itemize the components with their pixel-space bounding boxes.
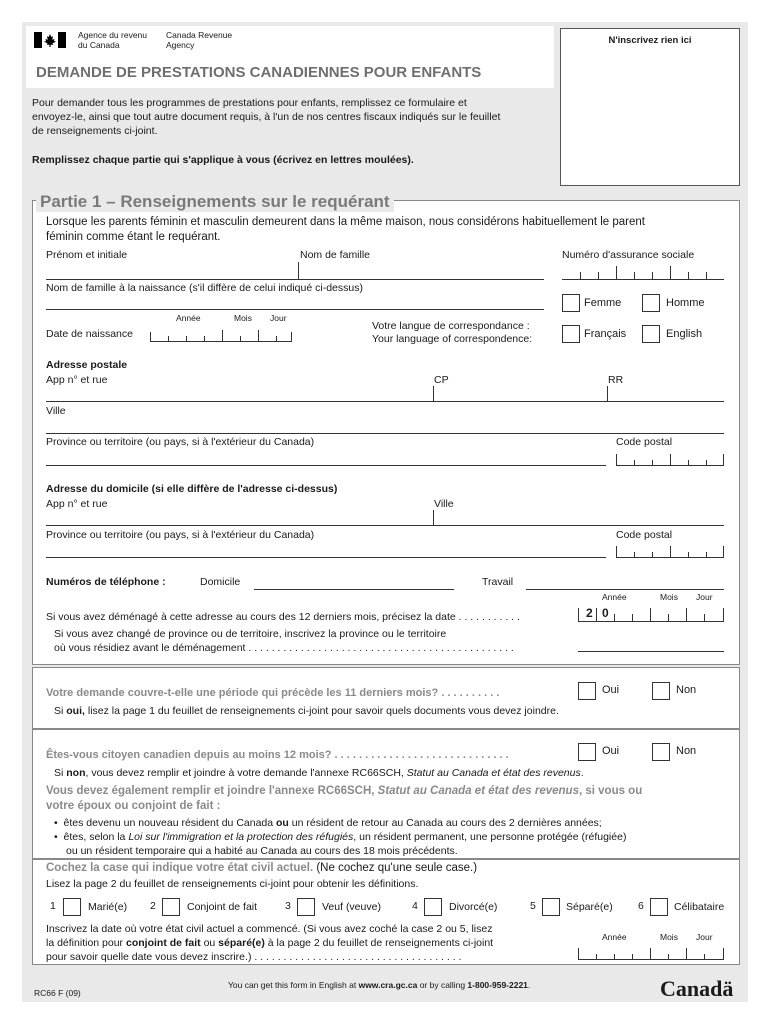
home-phone-label: Domicile (200, 576, 241, 588)
marital-date-instruction: Inscrivez la date où votre état civil actuel a commencé. (Si vous avez coché la case 2 ou 5, lisez la définition pour conjoint de fait ou séparé(e) à la page 2 du feuillet de renseignements ci-joint pour savoir quelle date vous devez inscrire.) . . . . . . . . . . . . . . . . . . . . . . . . . . . . . . . . . . . . (46, 923, 494, 963)
part1-title: Partie 1 – Renseignements sur le requérant (36, 192, 394, 212)
dob-month-label: Mois (234, 313, 252, 323)
common-law-label: Conjoint de fait (187, 901, 258, 913)
common-law-checkbox[interactable] (162, 898, 180, 916)
po-box-label: CP (434, 374, 449, 386)
home-street-field[interactable] (46, 510, 724, 526)
last-name-label: Nom de famille (300, 249, 371, 261)
citizen-no-checkbox[interactable] (652, 743, 670, 761)
part1-intro: Lorsque les parents féminin et masculin demeurent dans la même maison, nous considérons habituellement le parent féminin comme étant le requérant. (46, 216, 645, 243)
bullet-new-resident: • êtes devenu un nouveau résident du Canada ou un résident de retour au Canada au cours des 2 dernières années; (54, 817, 602, 829)
province-label: Province ou territoire (ou pays, si à l'extérieur du Canada) (46, 436, 315, 448)
moved-month-label: Mois (660, 592, 678, 602)
marital-date-field[interactable] (578, 944, 724, 960)
mailing-province-field[interactable] (46, 450, 606, 466)
female-label: Femme (584, 297, 622, 309)
form-code: RC66 F (09) (34, 988, 81, 998)
canada-wordmark: Canadä (660, 976, 734, 1001)
citizen-no-label: Non (676, 745, 697, 757)
marital-option-5[interactable] (530, 900, 536, 912)
english-version-note: You can get this form in English at www.cra.gc.ca or by calling 1-800-959-2221. (228, 980, 531, 990)
mailing-address-heading: Adresse postale (46, 359, 128, 371)
marital-option-number: 6 (638, 900, 644, 912)
citizen-yes-checkbox[interactable] (578, 743, 596, 761)
agency-name-en: Canada Revenue Agency (166, 30, 233, 50)
rc66sch-requirement: Vous devez également remplir et joindre l'annexe RC66SCH, Statut au Canada et état des revenus, si vous ou votre époux ou conjoint de fait : (46, 785, 643, 812)
marital-option-number: 1 (50, 900, 56, 912)
bullet-immigration-status: • êtes, selon la Loi sur l'immigration et la protection des réfugiés, un résident permanent, une personne protégée (réfugiée) (54, 831, 627, 843)
period-no-label: Non (676, 684, 697, 696)
marital-option-number: 5 (530, 900, 536, 912)
cra-website-link[interactable]: www.cra.gc.ca (358, 980, 418, 990)
dob-year-label: Année (176, 313, 201, 323)
first-name-label: Prénom et initiale (46, 249, 128, 261)
citizen-question: Êtes-vous citoyen canadien depuis au moins 12 mois? . . . . . . . . . . . . . . . . . . . . . . . . . . . . . (46, 749, 509, 761)
mailing-postal-code-field[interactable] (616, 450, 724, 466)
male-label: Homme (666, 297, 705, 309)
sin-label: Numéro d'assurance sociale (562, 249, 695, 261)
english-checkbox[interactable] (642, 325, 660, 343)
first-last-name-field[interactable] (46, 262, 544, 280)
widowed-checkbox[interactable] (297, 898, 315, 916)
work-phone-label: Travail (482, 576, 514, 588)
widowed-label: Veuf (veuve) (322, 901, 381, 913)
marital-year-label: Année (602, 932, 627, 942)
home-city-label: Ville (434, 498, 454, 510)
period-no-checkbox[interactable] (652, 682, 670, 700)
intro-text: Pour demander tous les programmes de prestations pour enfants, remplissez ce formulaire et envoyez-le, ainsi que tout autre document requis, à l'un de nos centres fiscaux indiqués sur le feuillet de renseignements ci-joint. (32, 97, 501, 137)
canada-flag-icon (34, 32, 66, 48)
home-address-heading: Adresse du domicile (si elle diffère de l'adresse ci-dessus) (46, 483, 338, 495)
bullet-immigration-continuation: ou un résident temporaire qui a habité au Canada au cours des 18 mois précédents. (66, 845, 458, 857)
work-phone-field[interactable] (526, 574, 724, 590)
changed-province-label: Si vous avez changé de province ou de territoire, inscrivez la province ou le territoire où vous résidiez avant le déménagement . . . . . . . . . . . . . . . . . . . . . . . . . . . . . . . . . . . . . . . . . . . . . . (54, 628, 514, 654)
form-title-bar (26, 58, 554, 88)
marital-option-3[interactable] (285, 900, 291, 912)
period-yes-label: Oui (602, 684, 620, 696)
divorced-label: Divorcé(e) (449, 901, 498, 913)
city-label: Ville (46, 405, 66, 417)
separated-label: Séparé(e) (566, 901, 613, 913)
english-label: English (666, 328, 703, 340)
divorced-checkbox[interactable] (424, 898, 442, 916)
birth-name-label: Nom de famille à la naissance (s'il diffère de celui indiqué ci-dessus) (46, 282, 363, 294)
rr-label: RR (608, 374, 624, 386)
french-label: Français (584, 328, 627, 340)
marital-option-number: 2 (150, 900, 156, 912)
marital-option-number: 4 (412, 900, 418, 912)
birth-name-field[interactable] (46, 294, 544, 310)
sin-field[interactable] (562, 262, 724, 280)
marital-option-number: 3 (285, 900, 291, 912)
marital-day-label: Jour (696, 932, 713, 942)
home-apt-street-label: App n° et rue (46, 498, 108, 510)
home-phone-field[interactable] (254, 574, 454, 590)
marital-option-6[interactable] (638, 900, 644, 912)
moved-day-label: Jour (696, 592, 713, 602)
home-postal-code-field[interactable] (616, 542, 724, 558)
separated-checkbox[interactable] (542, 898, 560, 916)
dob-field[interactable] (150, 326, 292, 342)
period-yes-checkbox[interactable] (578, 682, 596, 700)
french-checkbox[interactable] (562, 325, 580, 343)
year-prefix-0: 0 (602, 606, 609, 620)
instruction-text: Remplissez chaque partie qui s'applique à vous (écrivez en lettres moulées). (32, 154, 414, 166)
office-use-box: N'inscrivez rien ici (560, 28, 740, 186)
single-label: Célibataire (674, 901, 725, 913)
mailing-city-field[interactable] (46, 418, 724, 434)
moved-date-label: Si vous avez déménagé à cette adresse au cours des 12 derniers mois, précisez la date . . . . . . . . . . . (46, 611, 520, 623)
marital-month-label: Mois (660, 932, 678, 942)
language-label: Votre langue de correspondance : Your language of correspondence: (372, 320, 533, 345)
marital-option-4[interactable] (412, 900, 418, 912)
married-label: Marié(e) (88, 901, 128, 913)
moved-year-label: Année (602, 592, 627, 602)
mailing-street-field[interactable] (46, 386, 724, 402)
home-postal-code-label: Code postal (616, 529, 673, 541)
male-checkbox[interactable] (642, 294, 660, 312)
phone-numbers-label: Numéros de téléphone : (46, 576, 166, 588)
marital-heading: Cochez la case qui indique votre état civil actuel. (Ne cochez qu'une seule case.) (46, 862, 478, 874)
home-province-label: Province ou territoire (ou pays, si à l'extérieur du Canada) (46, 529, 315, 541)
period-note: Si oui, lisez la page 1 du feuillet de renseignements ci-joint pour savoir quels documents vous devez joindre. (54, 705, 559, 717)
married-checkbox[interactable] (63, 898, 81, 916)
single-checkbox[interactable] (650, 898, 668, 916)
postal-code-label: Code postal (616, 436, 673, 448)
rc66sch-bullets (54, 816, 626, 858)
year-prefix-2: 2 (586, 606, 593, 620)
marital-option-2[interactable] (150, 900, 156, 912)
apt-street-label: App n° et rue (46, 374, 108, 386)
home-province-field[interactable] (46, 542, 606, 558)
period-question: Votre demande couvre-t-elle une période qui précède les 11 derniers mois? . . . . . . . . . . (46, 687, 500, 699)
citizen-note: Si non, vous devez remplir et joindre à votre demande l'annexe RC66SCH, Statut au Canada et état des revenus. (54, 767, 584, 779)
agency-name-fr: Agence du revenu du Canada (78, 30, 147, 50)
marital-option-1[interactable] (50, 900, 56, 912)
marital-definitions-note: Lisez la page 2 du feuillet de renseignements ci-joint pour obtenir les définitions. (46, 878, 419, 890)
form-header (26, 26, 554, 58)
female-checkbox[interactable] (562, 294, 580, 312)
dob-label: Date de naissance (46, 328, 133, 340)
dob-day-label: Jour (270, 313, 287, 323)
citizen-yes-label: Oui (602, 745, 620, 757)
form-title: DEMANDE DE PRESTATIONS CANADIENNES POUR ENFANTS (36, 64, 482, 81)
moved-date-field[interactable] (578, 604, 724, 622)
previous-province-field[interactable] (578, 636, 724, 652)
